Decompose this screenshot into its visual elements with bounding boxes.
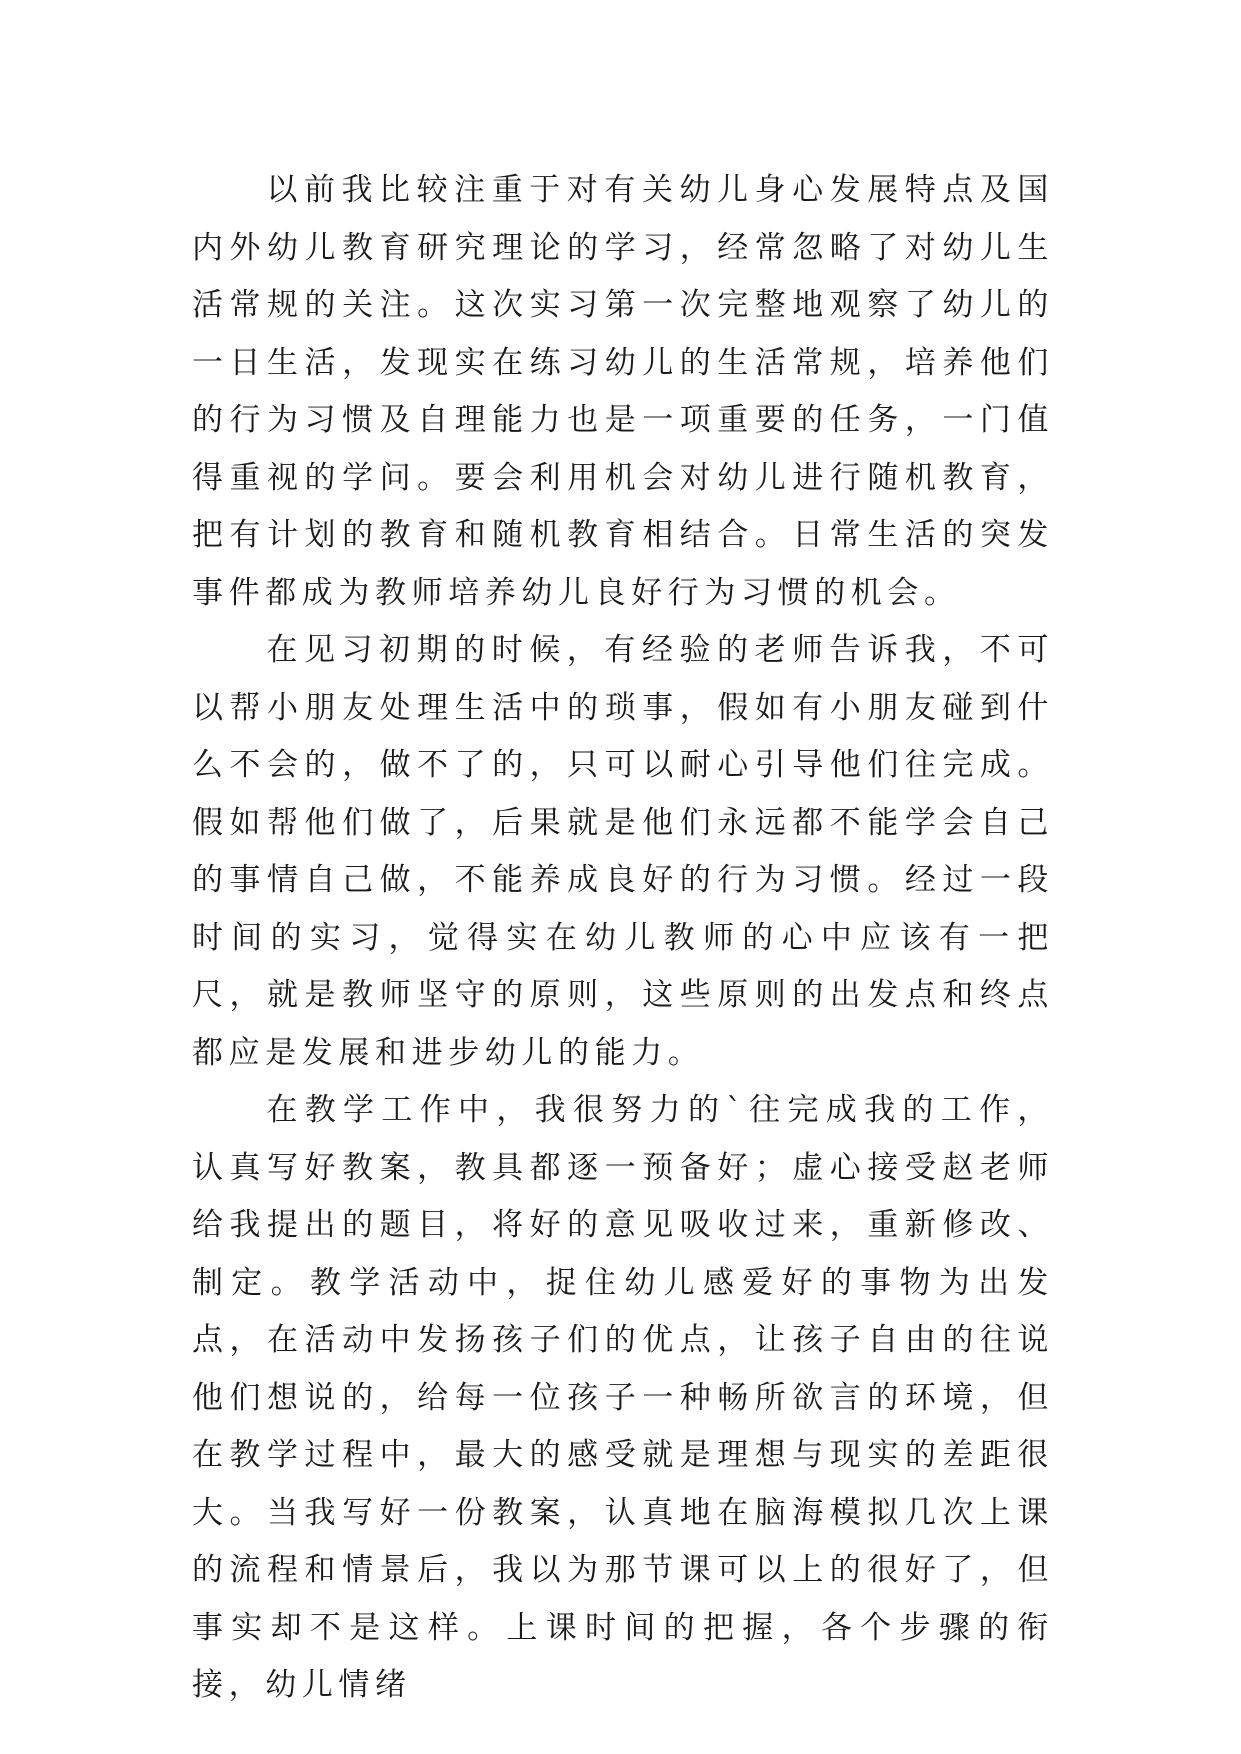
paragraph-1: 以前我比较注重于对有关幼儿身心发展特点及国内外幼儿教育研究理论的学习，经常忽略了对幼儿生活常规的关注。这次实习第一次完整地观察了幼儿的一日生活，发现实在练习幼儿的生活常规，培养他们的行为习惯及自理能力也是一项重要的任务，一门值得重视的学问。要会利用机会对幼儿进行随机教育，把有计划的教育和随机教育相结合。日常生活的突发事件都成为教师培养幼儿良好行为习惯的机会。 [192,172,1054,611]
document-body [192,162,1054,1715]
paragraph-2: 在见习初期的时候，有经验的老师告诉我，不可以帮小朋友处理生活中的琐事，假如有小朋友碰到什么不会的，做不了的，只可以耐心引导他们往完成。假如帮他们做了，后果就是他们永远都不能学会自己的事情自己做，不能养成良好的行为习惯。经过一段时间的实习，觉得实在幼儿教师的心中应该有一把尺，就是教师坚守的原则，这些原则的出发点和终点都应是发展和进步幼儿的能力。 [192,632,1054,1071]
paragraph-3: 在教学工作中，我很努力的`往完成我的工作，认真写好教案，教具都逐一预备好；虚心接受赵老师给我提出的题目，将好的意见吸收过来，重新修改、制定。教学活动中，捉住幼儿感爱好的事物为出发点，在活动中发扬孩子们的优点，让孩子自由的往说他们想说的，给每一位孩子一种畅所欲言的环境，但在教学过程中，最大的感受就是理想与现实的差距很大。当我写好一份教案，认真地在脑海模拟几次上课的流程和情景后，我以为那节课可以上的很好了，但事实却不是这样。上课时间的把握，各个步骤的衔接，幼儿情绪 [192,1092,1054,1703]
